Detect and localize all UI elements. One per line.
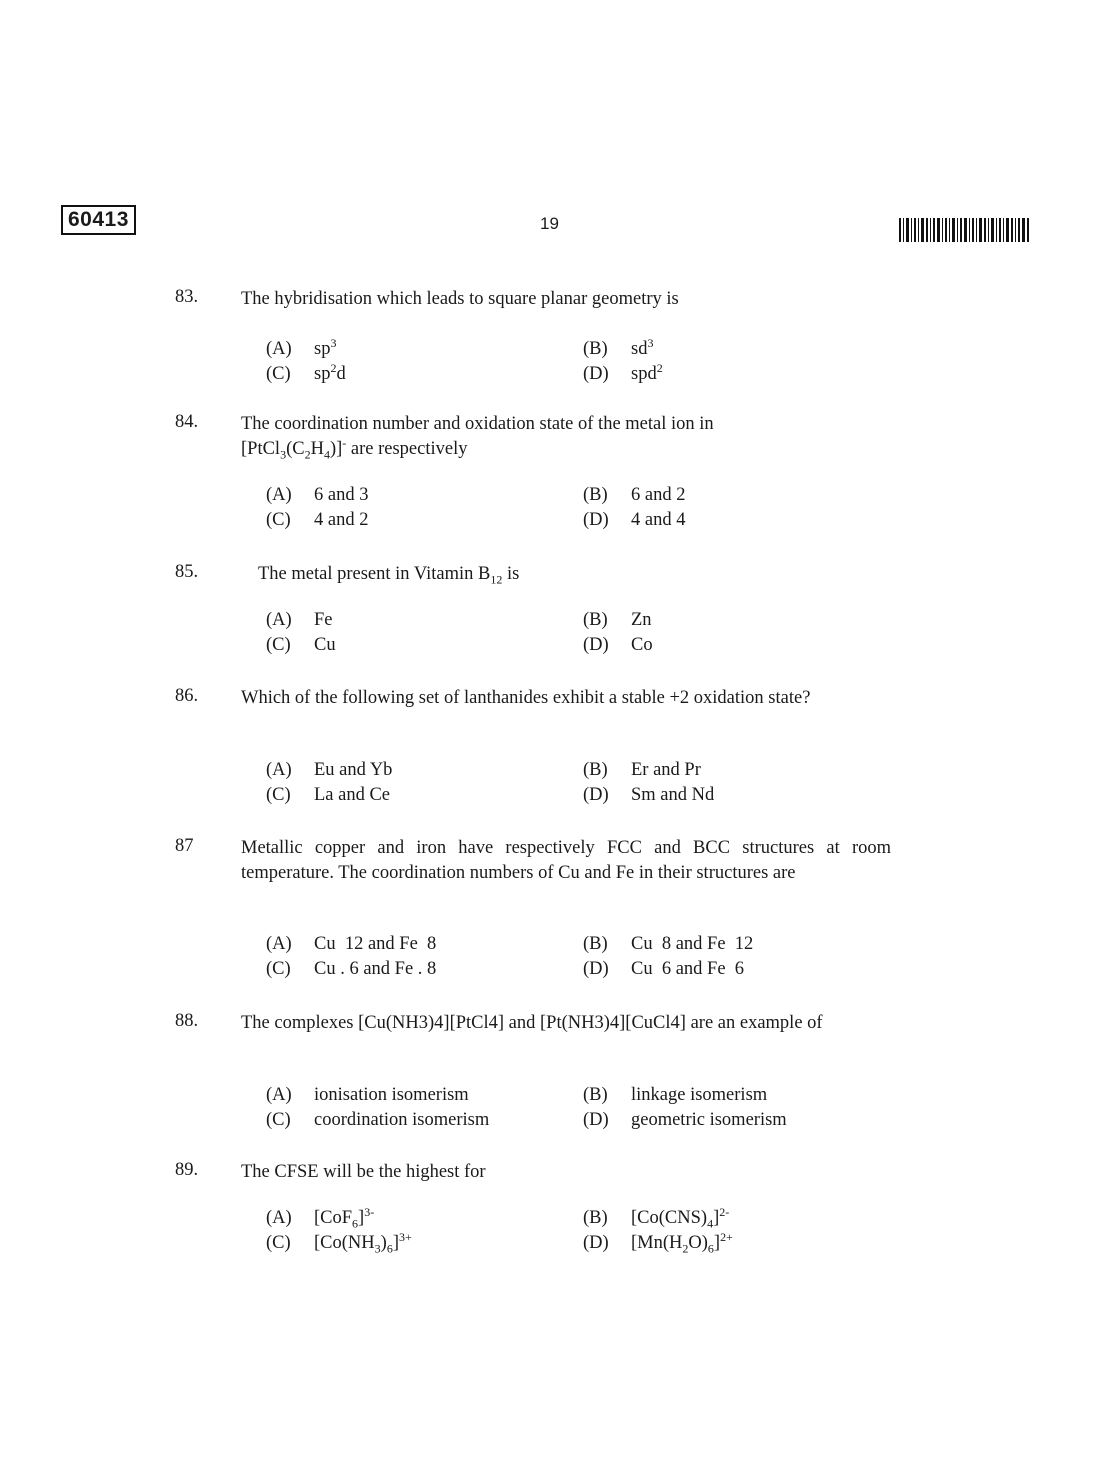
question-number: 86. bbox=[175, 686, 199, 706]
question-number: 89. bbox=[175, 1160, 199, 1180]
question-text: Metallic copper and iron have respectively FCC and BCC structures at room temperature. The coordination numbers of Cu and Fe in their structures are bbox=[241, 838, 891, 883]
option-a: (A) Cu 12 and Fe 8 bbox=[266, 934, 437, 954]
option-d: (D) Co bbox=[583, 635, 653, 655]
option-c: (C) 4 and 2 bbox=[266, 510, 369, 530]
question-number: 83. bbox=[175, 287, 199, 307]
option-c: (C) Cu . 6 and Fe . 8 bbox=[266, 959, 437, 979]
page-header bbox=[0, 200, 1100, 250]
option-b: (B) Zn bbox=[583, 610, 652, 630]
option-b: (B) Cu 8 and Fe 12 bbox=[583, 934, 754, 954]
question-number: 85. bbox=[175, 562, 199, 582]
option-d: (D) Cu 6 and Fe 6 bbox=[583, 959, 745, 979]
option-d: (D) 4 and 4 bbox=[583, 510, 686, 530]
barcode-icon bbox=[899, 218, 1030, 242]
option-b: (B) $sd^3$ bbox=[583, 335, 654, 359]
option-c: (C) $sp^2d$ bbox=[266, 360, 346, 384]
option-a: (A) $[CoF_6]^{3-}$ bbox=[266, 1204, 375, 1231]
page-number: 19 bbox=[540, 214, 559, 233]
option-c: (C) Cu bbox=[266, 635, 336, 655]
option-a: (A) 6 and 3 bbox=[266, 485, 369, 505]
question-number: 84. bbox=[175, 412, 199, 432]
option-b: (B) 6 and 2 bbox=[583, 485, 686, 505]
option-a: (A) Fe bbox=[266, 610, 333, 630]
option-c: (C) $[Co(NH_3)_6]^{3+}$ bbox=[266, 1229, 412, 1256]
option-c: (C) coordination isomerism bbox=[266, 1110, 490, 1130]
question-text: The complexes [Cu(NH3)4][PtCl4] and [Pt(NH3)4][CuCl4] are an example of bbox=[241, 1013, 823, 1033]
option-c: (C) La and Ce bbox=[266, 785, 391, 805]
option-b: (B) Er and Pr bbox=[583, 760, 701, 780]
question-text: The CFSE will be the highest for bbox=[241, 1162, 486, 1182]
question-text: The coordination number and oxidation state of the metal ion in $[PtCl_3(C_2H_4)]^-$ are respectively bbox=[241, 414, 714, 462]
question-text: The hybridisation which leads to square planar geometry is bbox=[241, 289, 679, 309]
option-d: (D) geometric isomerism bbox=[583, 1110, 787, 1130]
paper-code: 60413 bbox=[61, 205, 136, 235]
option-d: (D) spd$^2$ bbox=[583, 360, 663, 384]
option-a: (A) $sp^3$ bbox=[266, 335, 337, 359]
option-a: (A) ionisation isomerism bbox=[266, 1085, 469, 1105]
question-text: Which of the following set of lanthanides exhibit a stable +2 oxidation state? bbox=[241, 688, 811, 708]
option-b: (B) linkage isomerism bbox=[583, 1085, 768, 1105]
question-number: 88. bbox=[175, 1011, 199, 1031]
option-d: (D) $[Mn(H_2O)_6]^{2+}$ bbox=[583, 1229, 733, 1256]
option-a: (A) Eu and Yb bbox=[266, 760, 393, 780]
option-d: (D) Sm and Nd bbox=[583, 785, 715, 805]
question-number: 87 bbox=[175, 836, 194, 856]
option-b: (B) $[Co(CNS)_4]^{2-}$ bbox=[583, 1204, 730, 1231]
question-text: The metal present in Vitamin $B_{12}$ is bbox=[258, 564, 520, 587]
